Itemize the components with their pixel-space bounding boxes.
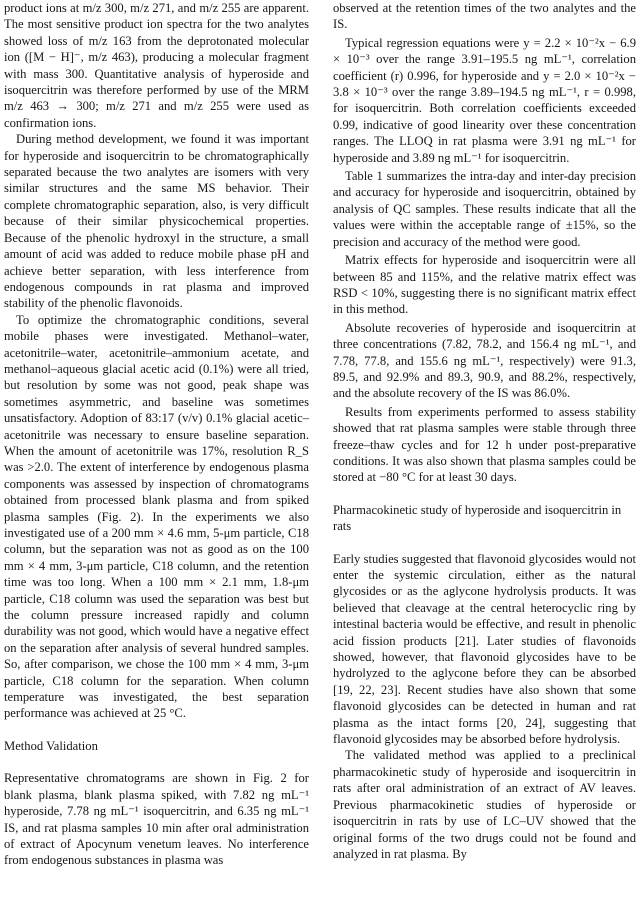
paragraph-representative-chromatograms: Representative chromatograms are shown in Fig. 2 for blank plasma, blank plasma spiked, with 7.82 ng mL⁻¹ hyperoside, 7.78 ng mL⁻¹ isoquercitrin, and 6.35 ng mL⁻¹ IS, and rat plasma samples 10 min after oral administration of extract of Apocynum venetum leaves. No interference from endogenous substances in plasma was — [4, 771, 309, 868]
paragraph-separation-rationale: During method development, we found it was important for hyperoside and isoquercitrin to be chromatographically separated because the two analytes are isomers with very similar structures and the same MS behavior. Their complete chromatographic separation, also, is very difficult because of their similar physicochemical properties. Because of the phenolic hydroxyl in the structure, a small amount of acid was added to reduce mobile phase pH and achieve better separation, with less interference from endogenous compounds in rat plasma and improved stability of the phenolic flavonoids. — [4, 132, 309, 311]
paragraph-ms-product-ions: product ions at m/z 300, m/z 271, and m/z 255 are apparent. The most sensitive product ion spectra for the two analytes showed loss of m/z 163 from the deprotonated molecular ion ([M − H]⁻, m/z 463), producing a molecular fragment with mass 300. Quantitative analysis of hyperoside and isoquercitrin was therefore performed by use of the MRM m/z 463 → 300; m/z 271 and m/z 255 were used as confirmation ions. — [4, 1, 309, 130]
paragraph-validated-method-application: The validated method was applied to a preclinical pharmacokinetic study of hyperoside and isoquercitrin in rats after oral administration of an extract of AV leaves. Previous pharmacokinetic studies of hyperoside or isoquercitrin in rats by use of LC–UV showed that the original forms of the two drugs could not be found and analyzed in rat plasma. By — [333, 748, 636, 861]
right-column — [333, 0, 636, 862]
paragraph-absolute-recoveries: Absolute recoveries of hyperoside and isoquercitrin at three concentrations (7.82, 78.2, and 156.4 ng mL⁻¹, and 7.78, 77.8, and 155.6 ng mL⁻¹, respectively) were 91.3, 89.5, and 92.9% and 89.3, 90.9, and 88.2%, respectively, and the absolute recovery of the IS was 86.0%. — [333, 320, 636, 401]
paragraph-chromatographic-optimization: To optimize the chromatographic conditions, several mobile phases were investigated. Methanol–water, acetonitrile–water, acetonitrile–ammonium acetate, and methanol–aqueous glacial acetic acid (0.1%) were all tried, but resolution by some was not good, peak shape was sometimes asymmetric, and baseline was sometimes unsatisfactory. Adoption of 83:17 (v/v) 0.1% glacial acetic–acetonitrile was necessary to ensure baseline separation. When the amount of acetonitrile was 17%, resolution R_S was >2.0. The extent of interference by endogenous plasma components was assessed by inspection of chromatograms obtained from processed blank plasma and from spiked plasma samples (Fig. 2). In the experiments we also investigated use of a 200 mm × 4.6 mm, 5-μm particle, C18 column, but the separation was not as good as on the 100 mm × 4 mm, 3-μm particle, C18 column, and the retention time was too long. When a 100 mm × 2.1 mm, 1.8-μm particle, C18 column was used the separation was best but the column pressure increased rapidly and column durability was not good, which would have a negative effect on the separation after analysis of several hundred samples. So, after comparison, we chose the 100 mm × 4 mm, 3-μm particle, C18 column for the separation. When column temperature was investigated, the best separation performance was achieved at 25 °C. — [4, 312, 309, 721]
paragraph-precision-accuracy: Table 1 summarizes the intra-day and inter-day precision and accuracy for hyperoside and isoquercitrin, obtained by analysis of QC samples. These results indicate that all the values were within the acceptable range of ±15%, so the precision and accuracy of the method were good. — [333, 169, 636, 249]
paragraph-matrix-effects: Matrix effects for hyperoside and isoquercitrin were all between 85 and 115%, and the relative matrix effect was RSD < 10%, suggesting there is no significant matrix effect in this method. — [333, 253, 636, 317]
paragraph-retention-interference: observed at the retention times of the two analytes and the IS. — [333, 1, 636, 32]
left-column — [4, 0, 309, 869]
paragraph-stability: Results from experiments performed to assess stability showed that rat plasma samples were stable through three freeze–thaw cycles and for 12 h under post-preparative conditions. It was also shown that plasma samples could be stored at −80 °C for at least 30 days. — [333, 404, 636, 485]
section-heading-method-validation: Method Validation — [4, 738, 98, 753]
section-heading-pharmacokinetic-study: Pharmacokinetic study of hyperoside and isoquercitrin in rats — [333, 502, 622, 534]
paragraph-regression-equations: Typical regression equations were y = 2.2 × 10⁻²x − 6.9 × 10⁻³ over the range 3.91–195.5 ng mL⁻¹, correlation coefficient (r) 0.996, for hyperoside and y = 2.0 × 10⁻²x − 3.8 × 10⁻³ over the range 3.89–194.5 ng mL⁻¹, r = 0.998, for isoquercitrin. Both correlation coefficients exceeded 0.99, indicative of good linearity over these concentration ranges. The LLOQ in rat plasma were 3.91 ng mL⁻¹ for hyperoside and 3.89 ng mL⁻¹ for isoquercitrin. — [333, 35, 636, 165]
paragraph-flavonoid-absorption: Early studies suggested that flavonoid glycosides would not enter the systemic circulation, either as the natural glycosides or as the aglycone hydrolysis products. It was believed that cleavage at the central heterocyclic ring by intestinal bacteria would be effective, and result in phenolic acid fission products [21]. Later studies of flavonoids showed, however, that flavonoid glycosides have to be hydrolyzed to the aglycone before they can be absorbed [19, 22, 23]. Recent studies have also shown that some flavonoid glycosides can be detected in human and rat plasma as the intact forms [20, 24], suggesting that flavonoid glycosides may be absorbed before hydrolysis. — [333, 551, 636, 747]
